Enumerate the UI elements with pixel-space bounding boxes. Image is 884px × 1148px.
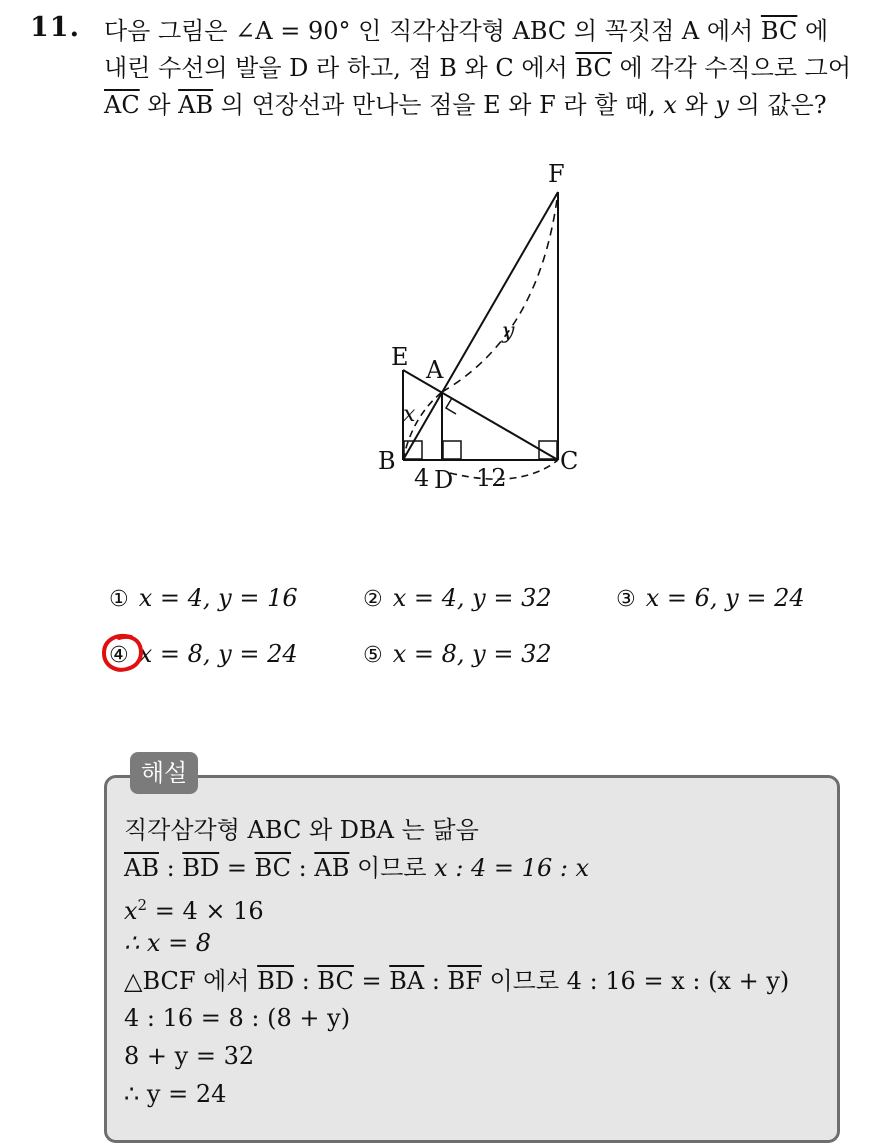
choice-2[interactable] — [363, 584, 552, 612]
variable-y: y — [715, 91, 729, 119]
label-d: D — [434, 466, 454, 494]
segment-bc: $\overline{BC}$ — [760, 17, 798, 45]
exponent: 2 — [137, 896, 148, 915]
math-text: 이므로 — [349, 853, 435, 882]
question-text: 의 연장선과 만나는 점을 E 와 F 라 할 때, — [213, 91, 664, 119]
solution-line-7: 8 + y = 32 — [124, 1042, 255, 1071]
math-text: = 4 × 16 — [147, 897, 264, 926]
question-line-2 — [104, 51, 851, 85]
choice-1[interactable] — [109, 584, 298, 612]
solution-line-1: 직각삼각형 ABC 와 DBA 는 닮음 — [124, 816, 479, 844]
segment-ab: $\overline{AB}$ — [124, 853, 159, 882]
triangle-figure — [370, 155, 610, 495]
choice-text: x = 4, y = 32 — [392, 584, 552, 612]
question-text: 내린 수선의 발을 D 라 하고, 점 B 와 C 에서 — [104, 54, 576, 82]
question-text: 에 — [797, 17, 829, 45]
segment-ac: $\overline{AC}$ — [104, 91, 140, 119]
label-dc-length: 12 — [476, 464, 507, 492]
label-b: B — [378, 447, 396, 475]
choice-number: ② — [363, 587, 383, 612]
question-text: 의 값은? — [728, 91, 827, 119]
choice-text: x = 4, y = 16 — [138, 584, 298, 612]
segment-bc: $\overline{BC}$ — [575, 54, 612, 82]
variable-x: x — [124, 897, 138, 926]
math-text: = — [219, 853, 255, 882]
math-text: : — [294, 966, 318, 995]
choice-text: x = 8, y = 24 — [138, 640, 298, 668]
label-c: C — [560, 447, 579, 475]
solution-line-5 — [124, 963, 789, 1001]
segment-bd: $\overline{BD}$ — [182, 853, 220, 882]
solution-line-3 — [124, 887, 789, 925]
question-line-1 — [104, 14, 828, 48]
question-text: 다음 그림은 ∠A = 90° 인 직각삼각형 ABC 의 꼭짓점 A 에서 — [104, 17, 761, 45]
math-text: x : 4 = 16 : x — [434, 853, 590, 882]
solution-line-2 — [124, 850, 789, 888]
choice-number: ① — [109, 587, 129, 612]
segment-bc: $\overline{BC}$ — [317, 966, 354, 995]
math-text: △BCF 에서 — [124, 966, 258, 995]
question-text: 와 — [139, 91, 179, 119]
right-angle-mark-d — [443, 441, 461, 459]
solution-line-4: ∴ x = 8 — [124, 929, 212, 958]
label-e: E — [391, 343, 409, 371]
segment-bf-line — [403, 192, 558, 460]
label-x: x — [403, 402, 416, 427]
label-a: A — [426, 356, 444, 384]
choice-number: ③ — [616, 587, 636, 612]
question-number: 11. — [30, 12, 80, 43]
choice-3[interactable] — [616, 584, 805, 612]
segment-ba: $\overline{BA}$ — [389, 966, 425, 995]
choice-text: x = 6, y = 24 — [645, 584, 805, 612]
math-text: : — [424, 966, 448, 995]
math-text: : — [291, 853, 315, 882]
segment-ab: $\overline{AB}$ — [178, 91, 214, 119]
solution-line-6: 4 : 16 = 8 : (8 + y) — [124, 1004, 351, 1033]
segment-bf: $\overline{BF}$ — [447, 966, 482, 995]
math-text: = — [353, 966, 390, 995]
variable-x: x — [663, 91, 677, 119]
choice-text: x = 8, y = 32 — [392, 640, 552, 668]
question-text: 에 각각 수직으로 그어 — [611, 54, 851, 82]
label-y: y — [502, 319, 515, 344]
question-line-3 — [104, 88, 827, 122]
label-f: F — [548, 160, 565, 188]
choice-5[interactable] — [363, 640, 552, 668]
segment-ab: $\overline{AB}$ — [314, 853, 350, 882]
label-bd-length: 4 — [414, 464, 430, 492]
math-text: : — [158, 853, 183, 882]
segment-bc: $\overline{BC}$ — [254, 853, 292, 882]
segment-bd: $\overline{BD}$ — [257, 966, 295, 995]
choice-number: ⑤ — [363, 643, 383, 668]
math-text: 이므로 4 : 16 = x : (x + y) — [481, 966, 790, 995]
answer-circle-mark — [101, 632, 145, 674]
choice-number: ④ — [109, 643, 129, 668]
solution-tag: 해설 — [130, 752, 198, 794]
solution-line-8: ∴ y = 24 — [124, 1079, 227, 1108]
solution-lines — [124, 812, 789, 1114]
question-text: 와 — [676, 91, 716, 119]
